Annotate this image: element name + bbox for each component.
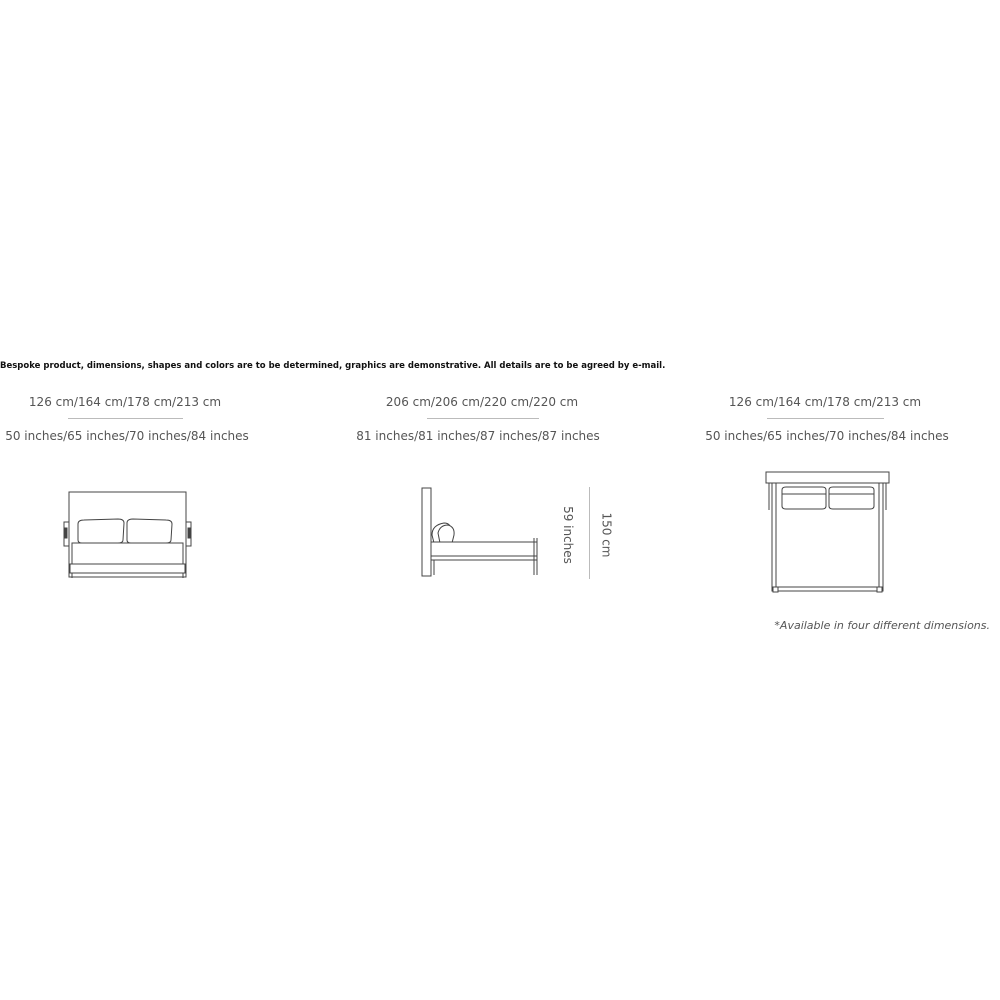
top-width-cm: 126 cm/164 cm/178 cm/213 cm <box>728 395 922 409</box>
top-dimension-line <box>767 418 884 419</box>
top-view-drawing <box>764 470 892 596</box>
side-height-cm: 150 cm <box>599 512 614 558</box>
availability-note: *Available in four different dimensions. <box>774 619 990 632</box>
top-width-in: 50 inches/65 inches/70 inches/84 inches <box>705 429 949 443</box>
side-view-drawing <box>418 485 548 580</box>
disclaimer-text: Bespoke product, dimensions, shapes and colors are to be determined, graphics are demonstrative. All details are to be agreed by e-mail. <box>0 361 666 371</box>
side-height-line <box>589 487 590 579</box>
side-dimension-line <box>427 418 539 419</box>
front-view-drawing <box>60 488 195 580</box>
front-width-cm: 126 cm/164 cm/178 cm/213 cm <box>28 395 222 409</box>
side-height-in: 59 inches <box>560 506 575 564</box>
front-dimension-line <box>68 418 183 419</box>
side-length-in: 81 inches/81 inches/87 inches/87 inches <box>356 429 600 443</box>
front-width-in: 50 inches/65 inches/70 inches/84 inches <box>5 429 249 443</box>
side-length-cm: 206 cm/206 cm/220 cm/220 cm <box>385 395 579 409</box>
